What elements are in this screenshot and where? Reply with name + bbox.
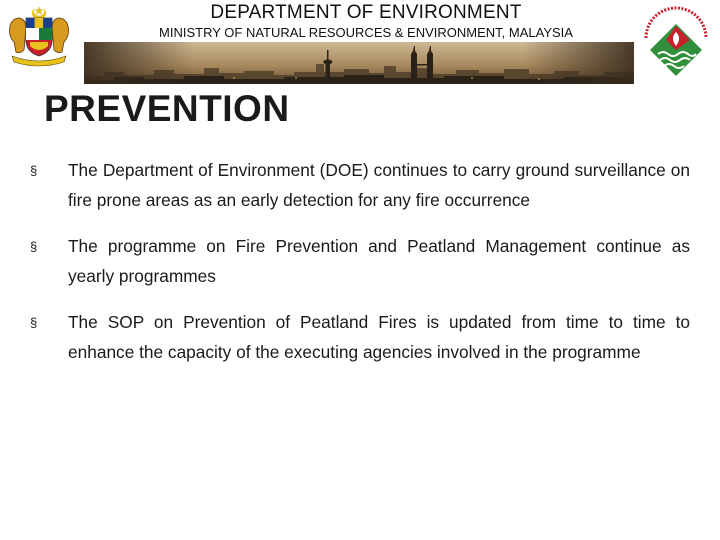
list-item-text: The Department of Environment (DOE) continues to carry ground surveillance on fire prone areas as an early detection for any fire occurrence — [68, 160, 690, 210]
page-title: PREVENTION — [44, 88, 290, 129]
list-item-text: The SOP on Prevention of Peatland Fires is updated from time to time to enhance the capacity of the executing agencies involved in the programme — [68, 312, 690, 362]
slide-header — [0, 0, 720, 90]
section-bullet-icon: § — [30, 239, 38, 254]
bullet-list — [30, 156, 690, 384]
doe-logo-icon — [636, 2, 716, 80]
department-title: DEPARTMENT OF ENVIRONMENT — [210, 2, 522, 23]
section-bullet-icon: § — [30, 315, 38, 330]
section-bullet-icon: § — [30, 163, 38, 178]
list-item-text: The programme on Fire Prevention and Peatland Management continue as yearly programmes — [68, 236, 690, 286]
list-item — [30, 232, 690, 291]
ministry-subtitle: MINISTRY OF NATURAL RESOURCES & ENVIRONMENT, MALAYSIA — [159, 25, 573, 40]
city-skyline-banner — [84, 42, 634, 84]
list-item — [30, 308, 690, 367]
list-item — [30, 156, 690, 215]
